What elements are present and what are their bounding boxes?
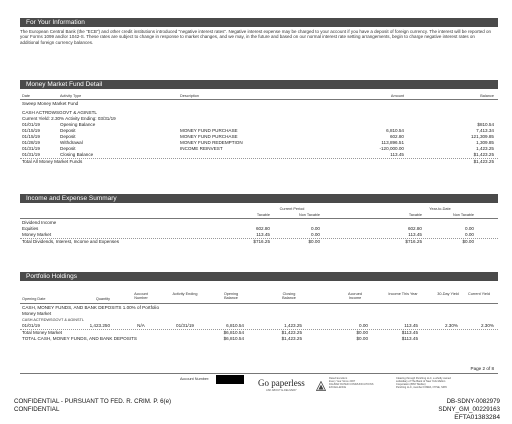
row-value: 0.00 <box>311 232 320 237</box>
ies-dividend-income: Dividend Income <box>22 220 57 225</box>
row-amount: 113,896.51 <box>381 140 404 145</box>
clearing-legal-text: Clearing through Pershing LLC, a wholly owned subsidiary of The Bank of New York Mellon Corporation (BNY Mellon) Pershing LLC, member FINRA, NYSE, SIPC <box>396 377 451 389</box>
row-type: Withdrawal <box>60 140 83 145</box>
row-account-number: N/A <box>137 323 145 328</box>
mmf-col-balance: Balance <box>480 94 494 98</box>
row-date: 01/28/19 <box>22 140 40 145</box>
ph-section-cash: CASH, MONEY FUNDS, AND BANK DEPOSITS 1.00% of Portfolio <box>22 305 160 310</box>
confidential-notice: CONFIDENTIAL - PURSUANT TO FED. R. CRIM. P. 6(e) <box>14 398 172 405</box>
mmf-yield: Current Yield: 2.30% Activity Ending: 03/31/19 <box>22 116 116 121</box>
row-date: 01/31/19 <box>22 152 40 157</box>
ph-col-current-yield: Current Yield <box>468 292 490 296</box>
row-label: Total Dividends, Interest, Income and Expenses <box>22 239 120 244</box>
row-label: TOTAL CASH, MONEY FUNDS, AND BANK DEPOSITS <box>22 336 137 341</box>
row-value: $716.25 <box>405 239 422 244</box>
mmf-total-value: $1,423.25 <box>473 159 494 164</box>
ph-col-activity-ending: Activity Ending <box>172 292 198 296</box>
row-description: MONEY FUND PURCHASE <box>180 134 238 139</box>
ph-col-closing-balance: Closing Balance <box>282 292 296 301</box>
row-closing-balance: 1,423.25 <box>284 323 302 328</box>
row-amount: 113.45 <box>390 152 404 157</box>
row-label: Money Market <box>22 232 52 237</box>
row-value: $6,810.54 <box>223 330 244 335</box>
confidential-label: CONFIDENTIAL <box>14 406 60 413</box>
row-amount: 602.80 <box>389 134 404 139</box>
go-paperless-logo: Go paperless <box>258 378 305 388</box>
mmf-total-label: Total All Money Market Funds <box>22 159 83 164</box>
row-date: 01/01/19 <box>22 323 40 328</box>
row-date: 01/15/19 <box>22 134 40 139</box>
ies-col-nontaxable-2: Non Taxable <box>452 213 474 217</box>
ies-col-taxable-1: Taxable <box>256 213 270 217</box>
row-balance: 1,309.85 <box>476 140 494 145</box>
info-section-header: For Your Information <box>20 18 498 27</box>
ph-col-quantity: Quantity <box>95 297 110 301</box>
row-quantity: 1,423.250 <box>89 323 110 328</box>
row-description: MONEY FUND REDEMPTION <box>180 140 243 145</box>
ies-current-period: Current Period <box>279 207 305 211</box>
row-date: 01/31/19 <box>22 146 40 151</box>
ph-section-header: Portfolio Holdings <box>20 272 498 281</box>
ies-col-nontaxable-1: Non Taxable <box>298 213 320 217</box>
bates-number-2: SDNY_GM_00229163 <box>438 406 500 413</box>
row-balance: 121,309.85 <box>471 134 494 139</box>
row-value: $113.45 <box>401 336 418 341</box>
mmf-account-name: CASH ACTRDWSGOVT & AGINSTL <box>22 110 97 115</box>
ph-col-accrued-income: Accrued Income <box>348 292 362 301</box>
row-accrued-income: 0.00 <box>359 323 368 328</box>
ies-col-taxable-2: Taxable <box>408 213 422 217</box>
row-type: Closing Balance <box>60 152 94 157</box>
row-value: $0.00 <box>308 239 320 244</box>
row-date: 01/01/19 <box>22 122 40 127</box>
redaction-box <box>216 375 244 384</box>
row-label: Equities <box>22 226 39 231</box>
row-opening-balance: 6,810.54 <box>226 323 244 328</box>
account-number-label: Account Number: <box>180 377 210 381</box>
row-type: Deposit <box>60 146 76 151</box>
row-value: 0.00 <box>465 226 474 231</box>
row-income-this-year: 113.45 <box>404 323 418 328</box>
row-value: $1,423.25 <box>281 330 302 335</box>
dalbar-seal-icon <box>316 378 326 388</box>
row-value: $113.45 <box>401 330 418 335</box>
bates-number-1: DB-SDNY-0082979 <box>446 398 500 405</box>
ph-col-opening-date: Opening Date <box>22 297 46 301</box>
row-activity-ending: 01/31/19 <box>176 323 194 328</box>
row-type: Deposit <box>60 134 76 139</box>
row-value: $0.00 <box>462 239 474 244</box>
row-amount: 6,810.54 <box>386 128 404 133</box>
mmf-col-amount: Amount <box>390 94 404 98</box>
row-description: MONEY FUND PURCHASE <box>180 128 238 133</box>
mmf-fund-name: Sweep Money Market Fund <box>22 101 79 106</box>
row-value: $716.25 <box>253 239 270 244</box>
row-value: 0.00 <box>465 232 474 237</box>
row-value: $1,423.25 <box>281 336 302 341</box>
row-value: 0.00 <box>311 226 320 231</box>
row-value: 113.45 <box>408 232 422 237</box>
row-balance: $810.54 <box>477 122 494 127</box>
ph-col-account-number: Account Number <box>134 292 148 301</box>
row-balance: 1,423.25 <box>476 146 494 151</box>
row-amount: -120,000.00 <box>379 146 404 151</box>
row-current-yield: 2.30% <box>480 323 494 328</box>
ph-subsection-money-market: Money Market <box>22 311 52 316</box>
negative-interest-notice: The European Central Bank (the "ECB") and other credit institutions introduced "negative interest rates". Negative interest expense may be charged to your account if you have a deposit of foreign currency. The interest will be reported on your Forms 1099 and/or 1042-S. These rates are subject to change in response to market changes, and we may, in the future and based on our normal interest rate setting arrangements, begin to charge negative interest rates on additional foreign currency balances. <box>20 29 491 45</box>
row-value: 602.80 <box>255 226 270 231</box>
row-description: INCOME REINVEST <box>180 146 223 151</box>
mmf-col-date: Date <box>22 94 31 98</box>
ph-fund-label: CASH ACTRDWSGOVT & AGINSTL <box>22 318 84 322</box>
go-paperless-sub: ASK ABOUT E-DELIVERY <box>266 389 297 392</box>
row-value: $0.00 <box>356 336 368 341</box>
page-number: Page 2 of 8 <box>470 366 494 371</box>
row-date: 01/15/19 <box>22 128 40 133</box>
ph-col-income-this-year: Income This Year <box>388 292 418 296</box>
row-value: $0.00 <box>356 330 368 335</box>
row-type: Opening Balance <box>60 122 96 127</box>
ph-col-opening-balance: Opening Balance <box>223 292 239 301</box>
row-30-day-yield: 2.30% <box>444 323 458 328</box>
ies-section-header: Income and Expense Summary <box>20 194 498 203</box>
ies-year-to-date: Year-to-Date <box>429 207 451 211</box>
dalbar-rating-text: Rated Excellent Every Year Since 2007 DALBAR RATED COMMUNICATIONS EXCELLENCE <box>329 377 374 389</box>
row-value: 602.80 <box>407 226 422 231</box>
row-balance: $1,423.25 <box>473 152 494 157</box>
ph-col-30-day-yield: 30-Day Yield <box>437 292 459 296</box>
mmf-section-header: Money Market Fund Detail <box>20 80 498 89</box>
row-value: 113.45 <box>256 232 270 237</box>
mmf-col-activity: Activity Type <box>60 94 82 98</box>
mmf-col-description: Description <box>180 94 199 98</box>
row-label: Total Money Market <box>22 330 63 335</box>
row-balance: 7,413.34 <box>476 128 494 133</box>
row-value: $6,810.54 <box>223 336 244 341</box>
row-type: Deposit <box>60 128 76 133</box>
bates-number-3: EFTA01383284 <box>454 414 500 421</box>
